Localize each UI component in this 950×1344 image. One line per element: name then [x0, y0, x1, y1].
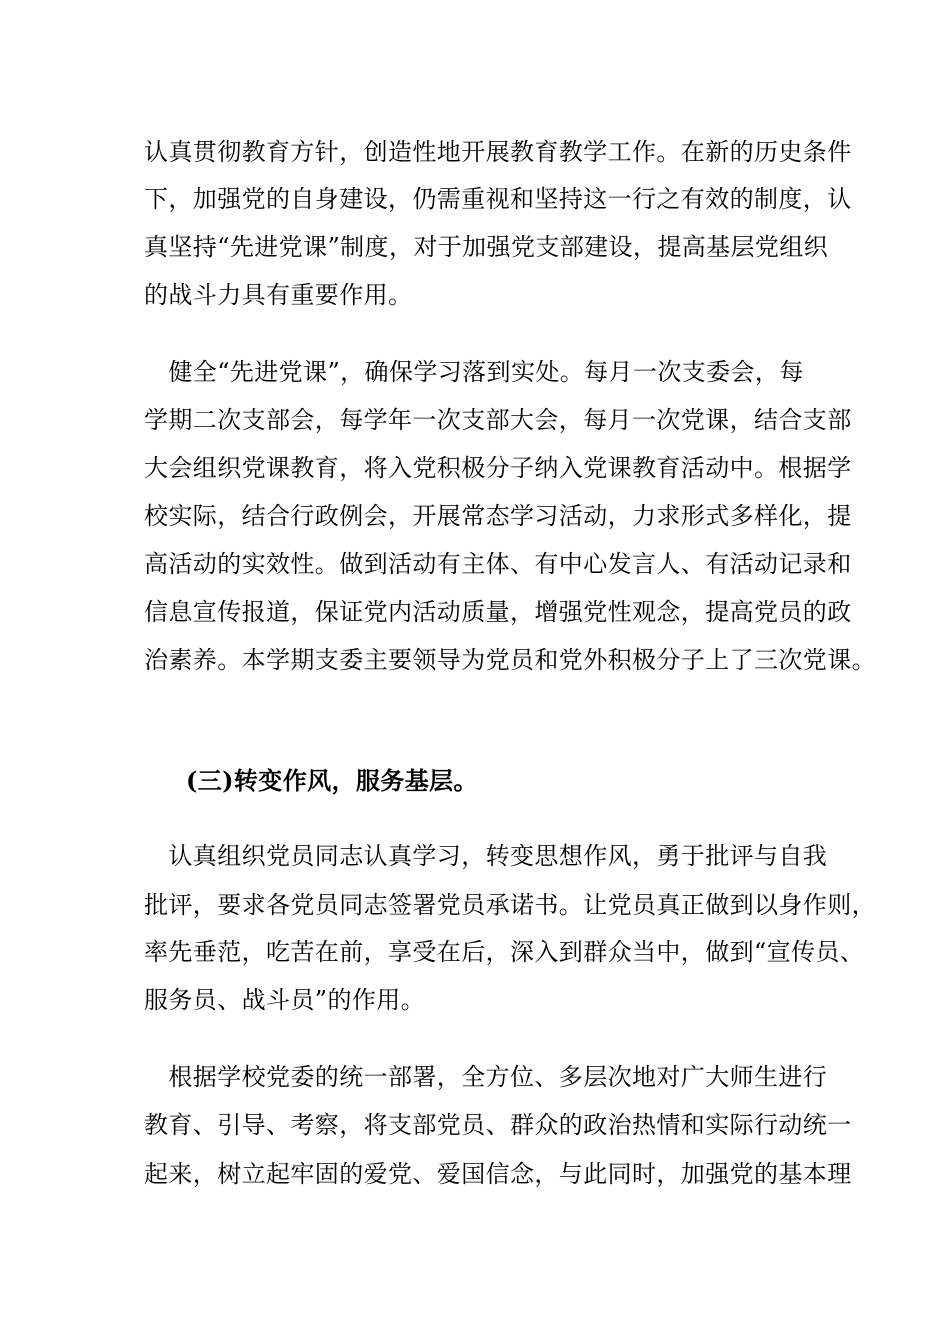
paragraph-2-line-3: 大会组织党课教育，将入党积极分子纳入党课教育活动中。根据学 [144, 454, 852, 482]
section-heading: (三)转变作风，服务基层。 [186, 766, 478, 795]
paragraph-4-line-1: 根据学校党委的统一部署，全方位、多层次地对广大师生进行 [144, 1063, 828, 1091]
paragraph-3-line-3: 率先垂范，吃苦在前，享受在后，深入到群众当中，做到“宣传员、 [144, 938, 865, 966]
paragraph-3-line-1: 认真组织党员同志认真学习，转变思想作风，勇于批评与自我 [144, 842, 828, 870]
paragraph-2-line-2: 学期二次支部会，每学年一次支部大会，每月一次党课，结合支部 [144, 406, 852, 434]
paragraph-2-line-1: 健全“先进党课”，确保学习落到实处。每月一次支委会，每 [144, 358, 804, 386]
paragraph-1-line-4: 的战斗力具有重要作用。 [144, 281, 413, 309]
paragraph-4-line-2: 教育、引导、考察，将支部党员、群众的政治热情和实际行动统一 [144, 1111, 852, 1139]
paragraph-4-line-3: 起来，树立起牢固的爱党、爱国信念，与此同时，加强党的基本理 [144, 1160, 852, 1188]
paragraph-3-line-4: 服务员、战斗员”的作用。 [144, 986, 426, 1014]
paragraph-2-line-4: 校实际，结合行政例会，开展常态学习活动，力求形式多样化，提 [144, 502, 852, 530]
paragraph-1-line-3: 真坚持“先进党课”制度，对于加强党支部建设，提高基层党组织 [144, 233, 829, 261]
paragraph-3-line-2: 批评，要求各党员同志签署党员承诺书。让党员真正做到以身作则， [144, 891, 876, 919]
paragraph-2-line-7: 治素养。本学期支委主要领导为党员和党外积极分子上了三次党课。 [144, 646, 876, 674]
paragraph-1-line-1: 认真贯彻教育方针，创造性地开展教育教学工作。在新的历史条件 [144, 138, 852, 166]
paragraph-2-line-6: 信息宣传报道，保证党内活动质量，增强党性观念，提高党员的政 [144, 598, 852, 626]
paragraph-1-line-2: 下，加强党的自身建设，仍需重视和坚持这一行之有效的制度，认 [144, 185, 852, 213]
paragraph-2-line-5: 高活动的实效性。做到活动有主体、有中心发言人、有活动记录和 [144, 550, 852, 578]
